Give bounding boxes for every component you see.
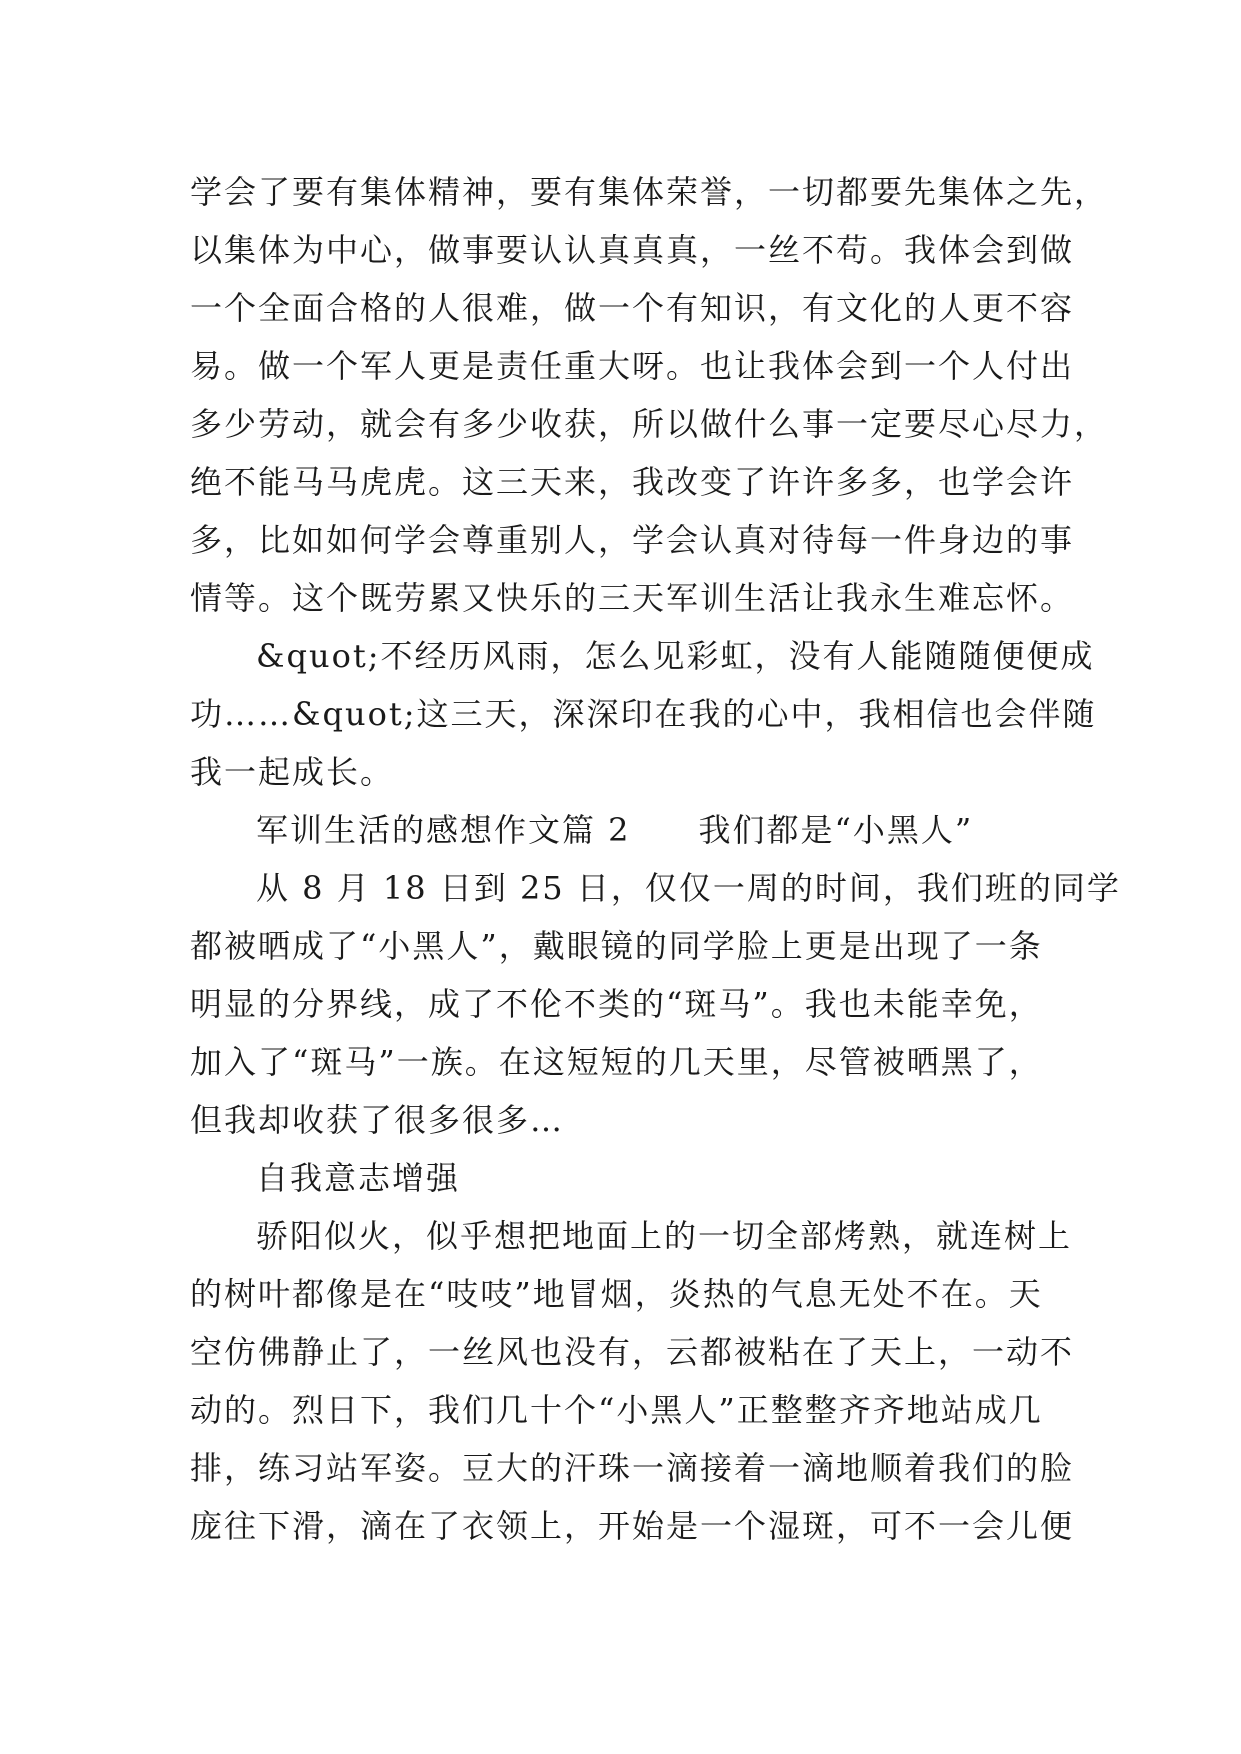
text-line: 加入了“斑马”一族。在这短短的几天里，尽管被晒黑了， [190,1043,1043,1081]
text-line: 庞往下滑，滴在了衣领上，开始是一个湿斑，可不一会儿便 [190,1507,1075,1545]
text-line: 多，比如如何学会尊重别人，学会认真对待每一件身边的事 [190,521,1075,559]
text-line: 一个全面合格的人很难，做一个有知识，有文化的人更不容 [190,289,1075,327]
text-line: &quot;不经历风雨，怎么见彩虹，没有人能随随便便成 [256,637,1095,675]
text-line: 绝不能马马虎虎。这三天来，我改变了许许多多，也学会许 [190,463,1075,501]
text-line: 的树叶都像是在“吱吱”地冒烟，炎热的气息无处不在。天 [190,1275,1043,1313]
section-heading: 军训生活的感想作文篇 2 我们都是“小黑人” [256,811,974,849]
text-line: 排，练习站军姿。豆大的汗珠一滴接着一滴地顺着我们的脸 [190,1449,1075,1487]
text-line: 易。做一个军人更是责任重大呀。也让我体会到一个人付出 [190,347,1075,385]
text-line: 都被晒成了“小黑人”，戴眼镜的同学脸上更是出现了一条 [190,927,1043,965]
text-line: 情等。这个既劳累又快乐的三天军训生活让我永生难忘怀。 [190,579,1075,617]
text-line: 学会了要有集体精神，要有集体荣誉，一切都要先集体之先， [190,173,1109,211]
text-line: 功……&quot;这三天，深深印在我的心中，我相信也会伴随 [190,695,1097,733]
subsection-heading: 自我意志增强 [256,1159,461,1197]
text-line: 动的。烈日下，我们几十个“小黑人”正整整齐齐地站成几 [190,1391,1043,1429]
text-line: 但我却收获了很多很多… [190,1101,565,1139]
text-line: 明显的分界线，成了不伦不类的“斑马”。我也未能幸免， [190,985,1043,1023]
text-line: 从 8 月 18 日到 25 日，仅仅一周的时间，我们班的同学 [256,869,1121,907]
text-line: 骄阳似火，似乎想把地面上的一切全部烤熟，就连树上 [256,1217,1073,1255]
text-line: 空仿佛静止了，一丝风也没有，云都被粘在了天上，一动不 [190,1333,1075,1371]
text-line: 以集体为中心，做事要认认真真真，一丝不苟。我体会到做 [190,231,1075,269]
text-line: 我一起成长。 [190,753,395,791]
text-line: 多少劳动，就会有多少收获，所以做什么事一定要尽心尽力， [190,405,1109,443]
